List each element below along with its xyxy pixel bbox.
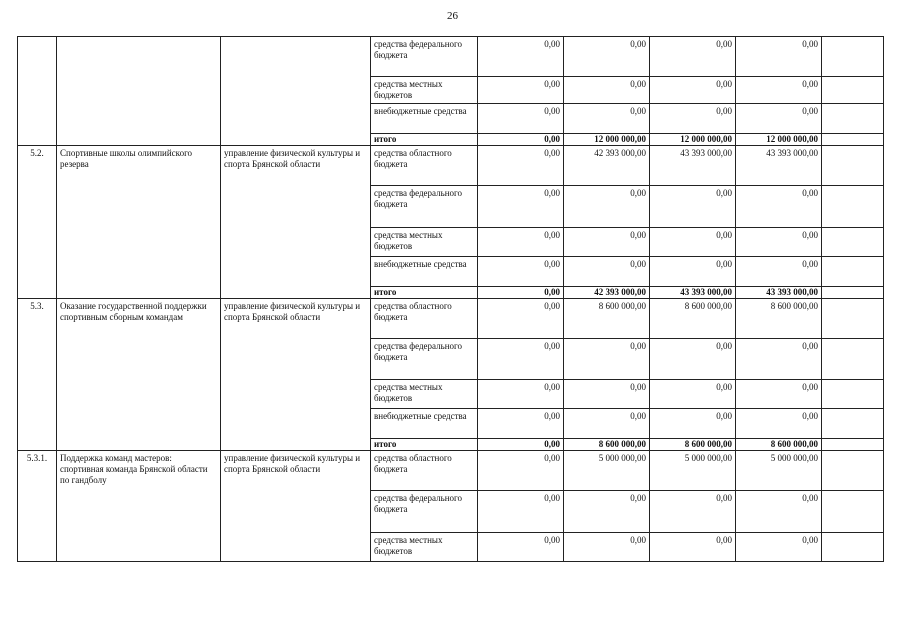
- item-name: Оказание государственной поддержки спортивным сборным командам: [57, 299, 221, 451]
- value-cell: 8 600 000,00: [650, 299, 736, 339]
- item-name: Спортивные школы олимпийского резерва: [57, 146, 221, 299]
- value-cell: 0,00: [478, 380, 564, 409]
- item-code: 5.3.1.: [18, 451, 57, 562]
- value-cell: 0,00: [478, 146, 564, 186]
- item-code: 5.2.: [18, 146, 57, 299]
- total-label: итого: [371, 287, 478, 299]
- value-cell: 8 600 000,00: [736, 439, 822, 451]
- budget-table: [17, 36, 884, 562]
- page-number: 26: [447, 10, 458, 22]
- value-cell: 42 393 000,00: [564, 146, 650, 186]
- value-cell: 43 393 000,00: [736, 287, 822, 299]
- funding-source: средства местных бюджетов: [371, 228, 478, 257]
- value-cell: 5 000 000,00: [564, 451, 650, 491]
- empty-cell: [822, 77, 884, 104]
- item-executor: управление физической культуры и спорта Брянской области: [221, 451, 371, 562]
- item-executor: управление физической культуры и спорта Брянской области: [221, 299, 371, 451]
- empty-cell: [822, 533, 884, 562]
- value-cell: 0,00: [564, 77, 650, 104]
- value-cell: 0,00: [650, 380, 736, 409]
- value-cell: 0,00: [736, 533, 822, 562]
- empty-cell: [822, 339, 884, 380]
- empty-cell: [822, 299, 884, 339]
- value-cell: 0,00: [478, 186, 564, 228]
- value-cell: 0,00: [736, 104, 822, 134]
- empty-cell: [822, 37, 884, 77]
- value-cell: 5 000 000,00: [736, 451, 822, 491]
- value-cell: 8 600 000,00: [564, 439, 650, 451]
- value-cell: 0,00: [736, 339, 822, 380]
- value-cell: 0,00: [478, 77, 564, 104]
- value-cell: 8 600 000,00: [650, 439, 736, 451]
- value-cell: 0,00: [478, 299, 564, 339]
- value-cell: 0,00: [564, 228, 650, 257]
- value-cell: 43 393 000,00: [736, 146, 822, 186]
- value-cell: 0,00: [564, 409, 650, 439]
- value-cell: 42 393 000,00: [564, 287, 650, 299]
- value-cell: 0,00: [564, 491, 650, 533]
- value-cell: 0,00: [736, 228, 822, 257]
- empty-cell: [822, 228, 884, 257]
- funding-source: средства федерального бюджета: [371, 491, 478, 533]
- value-cell: 0,00: [478, 533, 564, 562]
- funding-source: средства федерального бюджета: [371, 339, 478, 380]
- funding-source: внебюджетные средства: [371, 409, 478, 439]
- value-cell: 0,00: [478, 228, 564, 257]
- item-name: Поддержка команд мастеров: спортивная команда Брянской области по гандболу: [57, 451, 221, 562]
- funding-source: средства областного бюджета: [371, 299, 478, 339]
- value-cell: 0,00: [564, 186, 650, 228]
- funding-source: средства местных бюджетов: [371, 77, 478, 104]
- value-cell: 0,00: [564, 339, 650, 380]
- value-cell: 0,00: [478, 257, 564, 287]
- value-cell: 0,00: [478, 409, 564, 439]
- value-cell: 0,00: [650, 77, 736, 104]
- value-cell: 0,00: [736, 491, 822, 533]
- value-cell: 43 393 000,00: [650, 287, 736, 299]
- empty-cell: [822, 146, 884, 186]
- value-cell: 0,00: [650, 228, 736, 257]
- funding-source: средства федерального бюджета: [371, 186, 478, 228]
- value-cell: 0,00: [736, 77, 822, 104]
- value-cell: 0,00: [564, 380, 650, 409]
- funding-source: средства федерального бюджета: [371, 37, 478, 77]
- value-cell: 0,00: [736, 37, 822, 77]
- value-cell: 0,00: [650, 533, 736, 562]
- empty-cell: [822, 380, 884, 409]
- item-code: 5.3.: [18, 299, 57, 451]
- value-cell: 0,00: [564, 533, 650, 562]
- value-cell: 12 000 000,00: [736, 134, 822, 146]
- funding-source: внебюджетные средства: [371, 104, 478, 134]
- item-executor: [221, 37, 371, 146]
- total-label: итого: [371, 134, 478, 146]
- value-cell: 12 000 000,00: [564, 134, 650, 146]
- value-cell: 0,00: [736, 409, 822, 439]
- empty-cell: [822, 287, 884, 299]
- funding-source: средства областного бюджета: [371, 146, 478, 186]
- empty-cell: [822, 104, 884, 134]
- value-cell: 0,00: [478, 134, 564, 146]
- empty-cell: [822, 491, 884, 533]
- value-cell: 5 000 000,00: [650, 451, 736, 491]
- value-cell: 0,00: [478, 491, 564, 533]
- value-cell: 0,00: [650, 186, 736, 228]
- value-cell: 0,00: [736, 257, 822, 287]
- item-name: [57, 37, 221, 146]
- funding-source: средства областного бюджета: [371, 451, 478, 491]
- value-cell: 0,00: [736, 380, 822, 409]
- empty-cell: [822, 451, 884, 491]
- item-code: [18, 37, 57, 146]
- value-cell: 0,00: [478, 37, 564, 77]
- funding-source: средства местных бюджетов: [371, 533, 478, 562]
- value-cell: 0,00: [478, 287, 564, 299]
- value-cell: 0,00: [564, 37, 650, 77]
- item-executor: управление физической культуры и спорта Брянской области: [221, 146, 371, 299]
- value-cell: 8 600 000,00: [736, 299, 822, 339]
- value-cell: 0,00: [650, 491, 736, 533]
- value-cell: 0,00: [478, 104, 564, 134]
- table-row: [18, 146, 884, 186]
- empty-cell: [822, 409, 884, 439]
- funding-source: средства местных бюджетов: [371, 380, 478, 409]
- empty-cell: [822, 257, 884, 287]
- table-row: [18, 299, 884, 339]
- value-cell: 0,00: [478, 451, 564, 491]
- value-cell: 0,00: [650, 409, 736, 439]
- value-cell: 0,00: [478, 439, 564, 451]
- value-cell: 0,00: [650, 257, 736, 287]
- empty-cell: [822, 134, 884, 146]
- empty-cell: [822, 439, 884, 451]
- value-cell: 0,00: [564, 104, 650, 134]
- value-cell: 0,00: [478, 339, 564, 380]
- empty-cell: [822, 186, 884, 228]
- funding-source: внебюджетные средства: [371, 257, 478, 287]
- value-cell: 0,00: [736, 186, 822, 228]
- table-row: [18, 37, 884, 77]
- value-cell: 8 600 000,00: [564, 299, 650, 339]
- value-cell: 0,00: [650, 104, 736, 134]
- value-cell: 0,00: [650, 37, 736, 77]
- value-cell: 12 000 000,00: [650, 134, 736, 146]
- value-cell: 0,00: [650, 339, 736, 380]
- value-cell: 0,00: [564, 257, 650, 287]
- total-label: итого: [371, 439, 478, 451]
- table-row: [18, 451, 884, 491]
- value-cell: 43 393 000,00: [650, 146, 736, 186]
